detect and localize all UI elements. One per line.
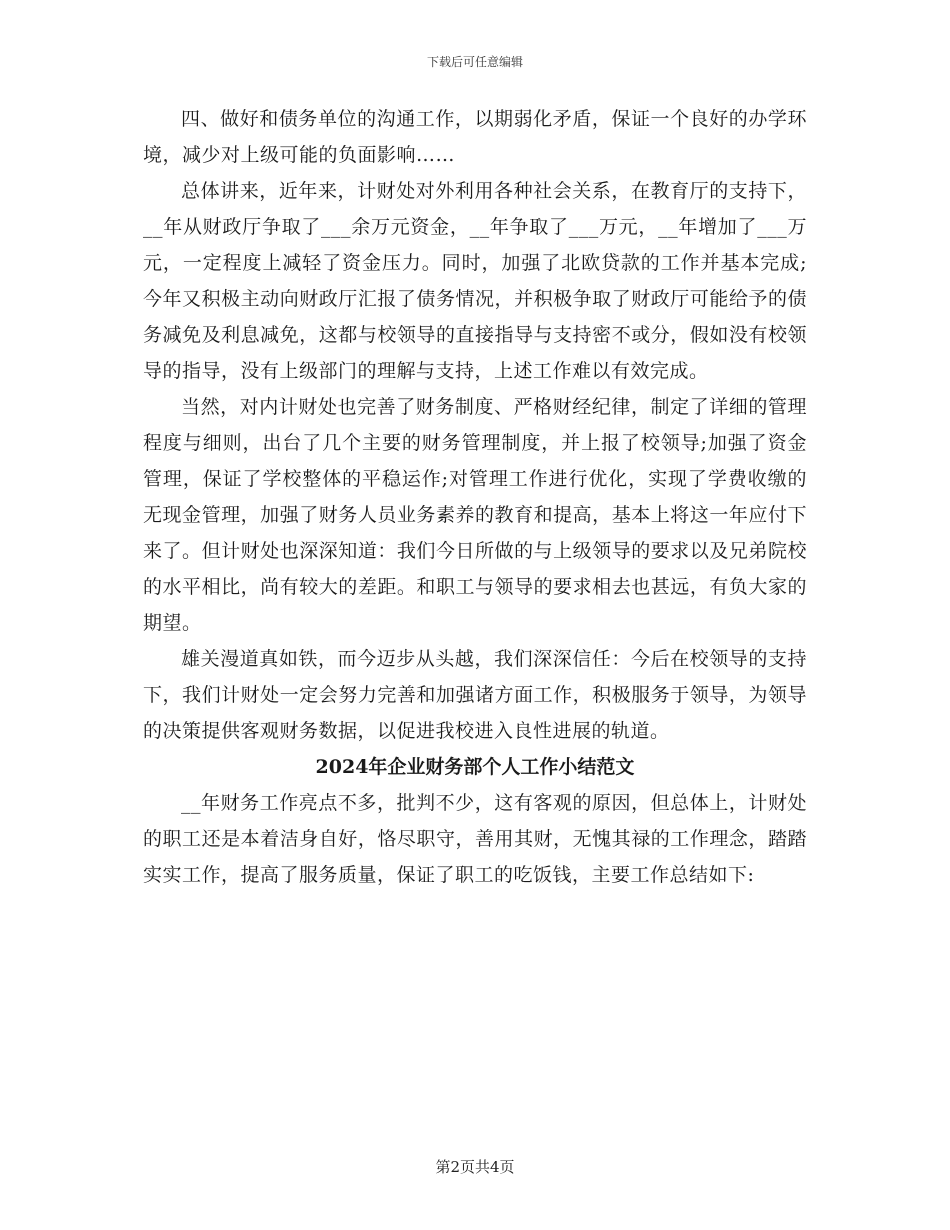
section-title: 2024年企业财务部个人工作小结范文: [315, 756, 635, 778]
paragraph-section-intro: __年财务工作亮点不多，批判不少，这有客观的原因，但总体上，计财处的职工还是本着洁身自好，恪尽职守，善用其财，无愧其禄的工作理念，踏踏实实工作，提高了服务质量，保证了职工的吃饭钱，主要工作总结如下:: [143, 792, 807, 886]
page-number: 第2页共4页: [435, 1158, 515, 1176]
document-body: [143, 101, 807, 893]
header-note: 下载后可任意编辑: [426, 55, 523, 69]
paragraph-overall-summary: 总体讲来，近年来，计财处对外利用各种社会关系，在教育厅的支持下，__年从财政厅争取了___余万元资金，__年争取了___万元，__年增加了___万元，一定程度上减轻了资金压力。同时，加强了北欧贷款的工作并基本完成;今年又积极主动向财政厅汇报了债务情况，并积极争取了财政厅可能给予的债务减免及利息减免，这都与校领导的直接指导与支持密不或分，假如没有校领导的指导，没有上级部门的理解与支持，上述工作难以有效完成。: [143, 180, 807, 382]
paragraph-outlook: 雄关漫道真如铁，而今迈步从头越，我们深深信任：今后在校领导的支持下，我们计财处一定会努力完善和加强诸方面工作，积极服务于领导，为领导的决策提供客观财务数据，以促进我校进入良性进展的轨道。: [143, 648, 807, 742]
paragraph-internal-management: 当然，对内计财处也完善了财务制度、严格财经纪律，制定了详细的管理程度与细则，出台了几个主要的财务管理制度，并上报了校领导;加强了资金管理，保证了学校整体的平稳运作;对管理工作进行优化，实现了学费收缴的无现金管理，加强了财务人员业务素养的教育和提高，基本上将这一年应付下来了。但计财处也深深知道：我们今日所做的与上级领导的要求以及兄弟院校的水平相比，尚有较大的差距。和职工与领导的要求相去也甚远，有负大家的期望。: [143, 396, 807, 634]
paragraph-debt-communication: 四、做好和债务单位的沟通工作，以期弱化矛盾，保证一个良好的办学环境，减少对上级可能的负面影响……: [143, 108, 807, 166]
